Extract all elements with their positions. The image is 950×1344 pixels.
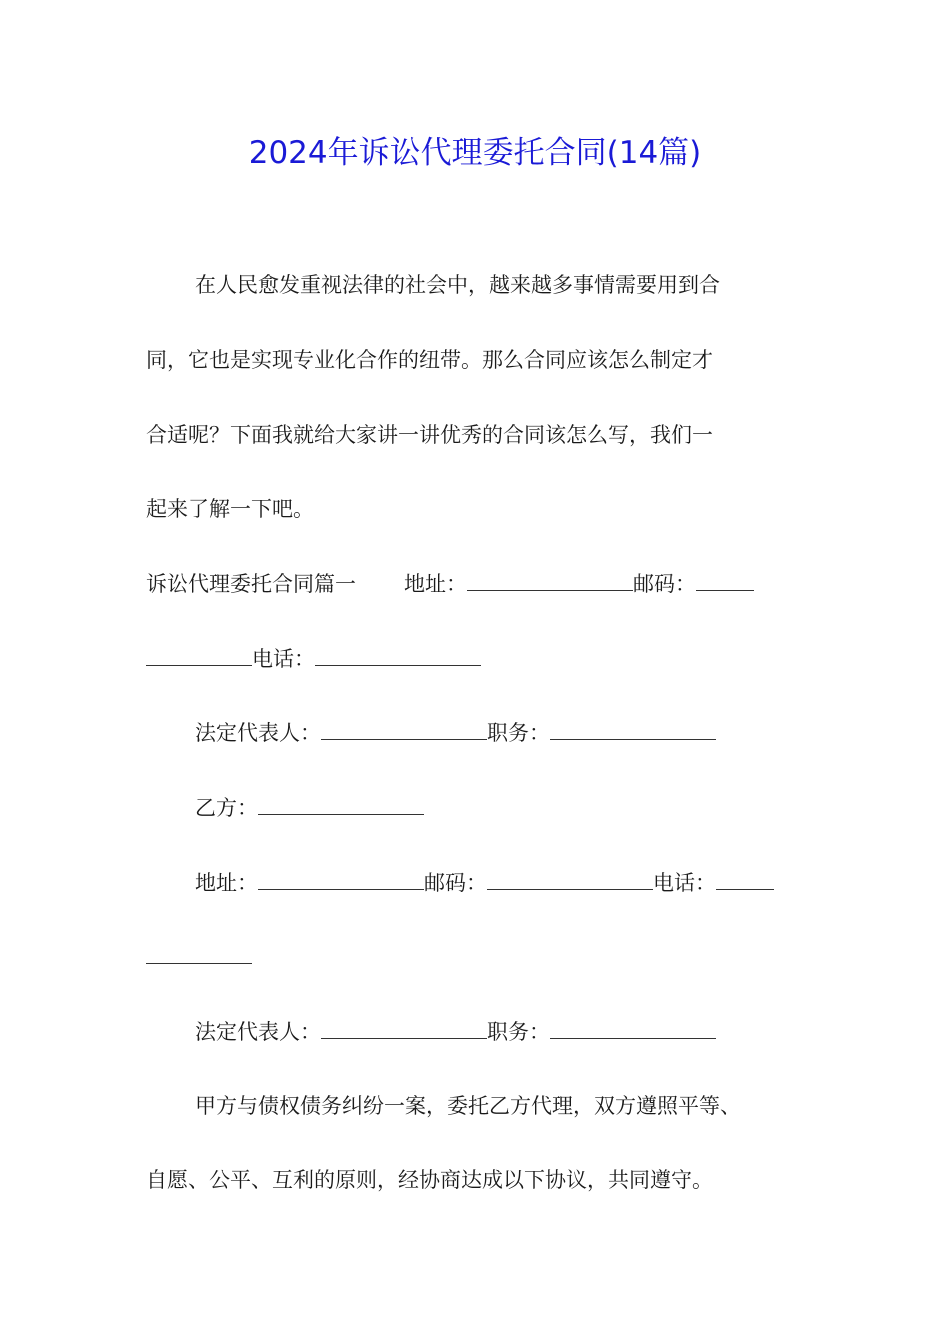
party-b-phone-label: 电话： (653, 871, 716, 895)
party-a-contact-line (146, 568, 754, 599)
party-b-postcode-label: 邮码： (424, 871, 487, 895)
intro-line-3: 合适呢？下面我就给大家讲一讲优秀的合同该怎么写，我们一 (146, 423, 713, 447)
party-b-label: 乙方： (195, 796, 258, 820)
intro-line-4: 起来了解一下吧。 (146, 497, 314, 521)
party-a-postcode-label: 邮码： (633, 572, 696, 596)
party-b-postcode-blank (487, 867, 653, 890)
party-b-contact-line (195, 867, 774, 898)
party-a-address-blank (467, 568, 633, 591)
party-a-position-label: 职务： (487, 721, 550, 745)
party-b-legal-rep-label: 法定代表人： (195, 1020, 321, 1044)
body-line-1: 甲方与债权债务纠纷一案，委托乙方代理，双方遵照平等、 (195, 1094, 741, 1118)
section-heading: 诉讼代理委托合同篇一 (146, 572, 356, 596)
party-a-legal-rep-blank (321, 717, 487, 740)
party-a-postcode-blank-cont (146, 643, 252, 666)
party-a-postcode-blank (696, 568, 754, 591)
party-a-position-blank (550, 717, 716, 740)
party-b-address-blank (258, 867, 424, 890)
party-b-phone-cont-line (146, 941, 252, 972)
party-a-rep-line (195, 717, 716, 748)
party-a-phone-label: 电话： (252, 647, 315, 671)
party-a-phone-line (146, 643, 481, 674)
party-a-legal-rep-label: 法定代表人： (195, 721, 321, 745)
party-a-address-label: 地址： (404, 572, 467, 596)
party-b-legal-rep-blank (321, 1016, 487, 1039)
intro-line-1: 在人民愈发重视法律的社会中，越来越多事情需要用到合 (195, 273, 720, 297)
party-b-position-label: 职务： (487, 1020, 550, 1044)
party-b-phone-blank (716, 867, 774, 890)
body-line-2: 自愿、公平、互利的原则，经协商达成以下协议，共同遵守。 (146, 1168, 713, 1192)
party-b-phone-blank-cont (146, 941, 252, 964)
party-b-line (195, 792, 424, 823)
document-title: 2024年诉讼代理委托合同(14篇) (248, 135, 702, 171)
party-a-phone-blank (315, 643, 481, 666)
party-b-rep-line (195, 1016, 716, 1047)
intro-line-2: 同，它也是实现专业化合作的纽带。那么合同应该怎么制定才 (146, 348, 713, 372)
party-b-name-blank (258, 792, 424, 815)
party-b-position-blank (550, 1016, 716, 1039)
party-b-address-label: 地址： (195, 871, 258, 895)
